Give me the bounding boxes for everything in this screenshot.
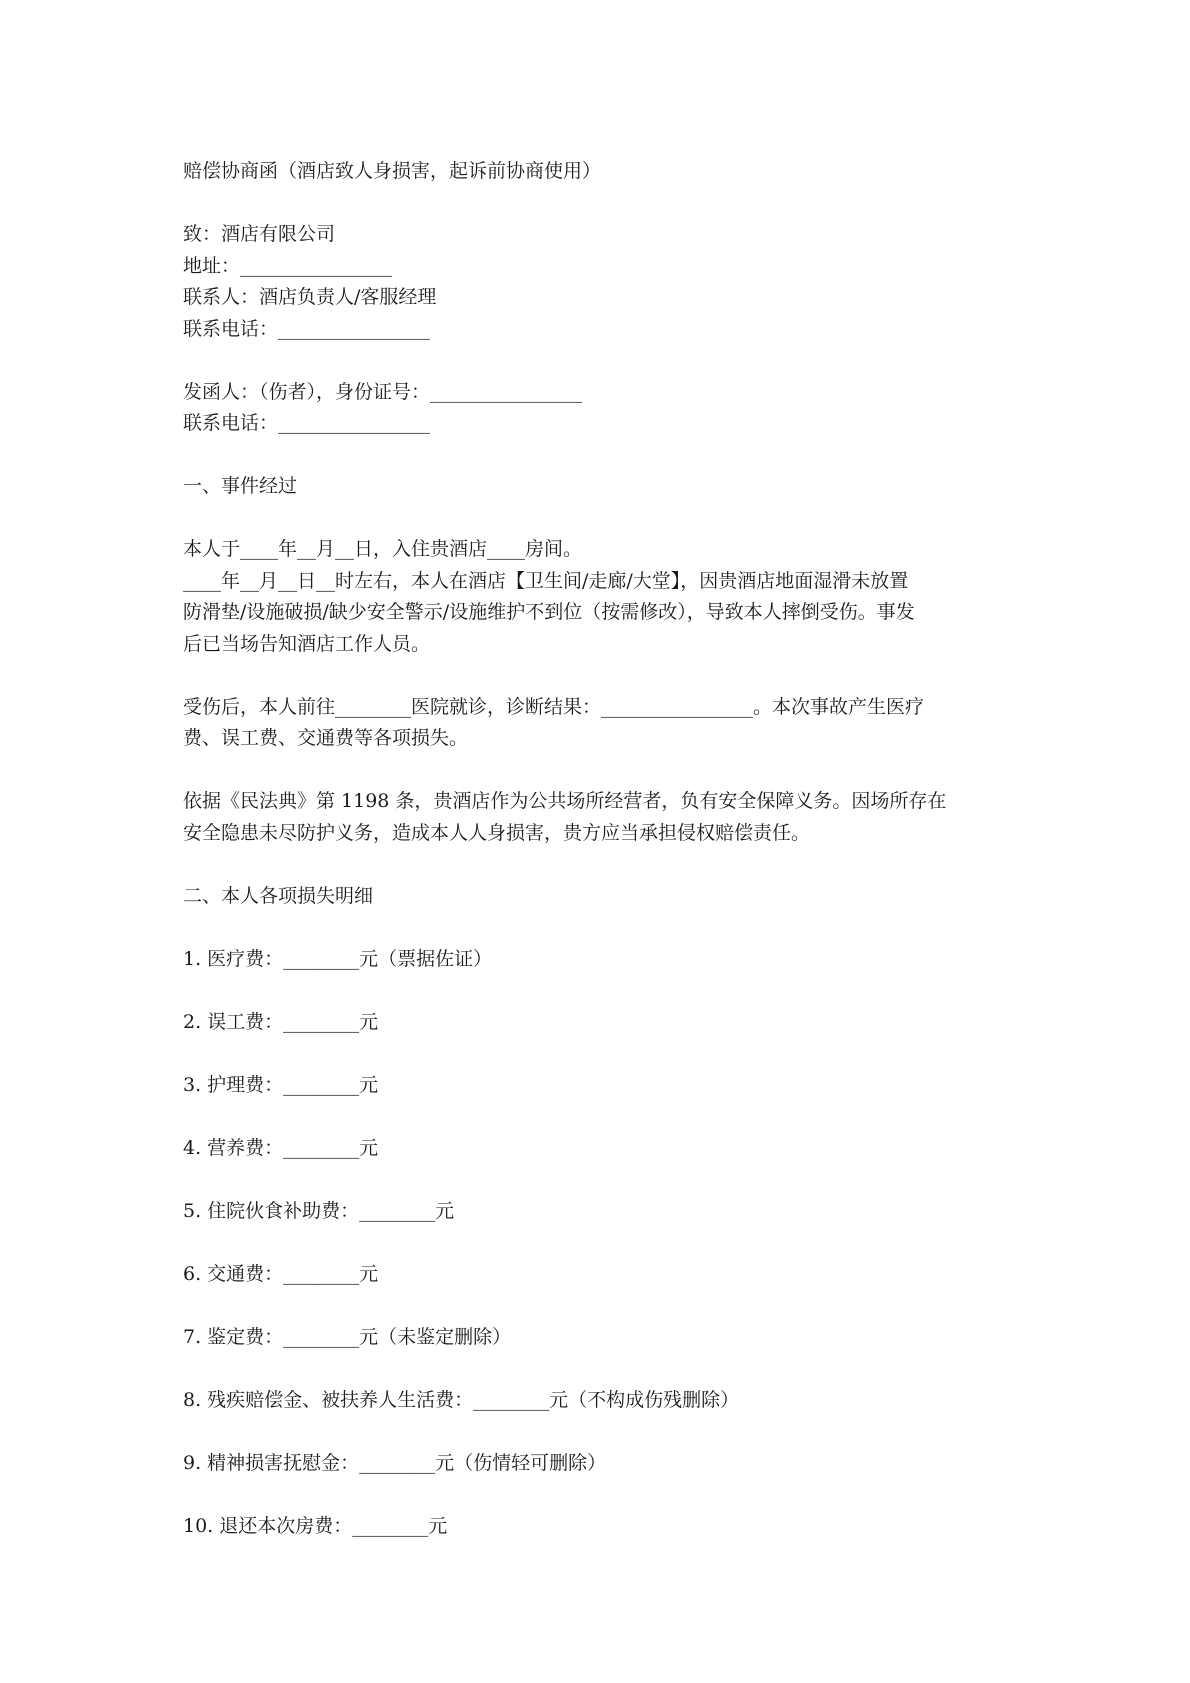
recipient-contact: 联系人：酒店负责人/客服经理 (183, 286, 437, 308)
recipient-phone: 联系电话：________________ (183, 317, 431, 340)
sender-phone: 联系电话：________________ (183, 412, 431, 434)
loss-item: 9. 精神损害抚慰金：________元（伤情轻可删除） (183, 1451, 607, 1474)
loss-item: 7. 鉴定费：________元（未鉴定删除） (183, 1325, 512, 1348)
sender-name-id: 发函人：（伤者），身份证号：________________ (183, 380, 583, 403)
event-paragraph-line: ____年__月__日__时左右，本人在酒店【卫生间/走廊/大堂】，因贵酒店地面湿滑未放置 (183, 569, 909, 592)
treatment-paragraph-line: 费、误工费、交通费等各项损失。 (183, 727, 469, 749)
loss-item: 4. 营养费：________元 (183, 1136, 379, 1159)
letter-title: 赔偿协商函（酒店致人身损害，起诉前协商使用） (183, 160, 602, 182)
event-paragraph-line: 防滑垫/设施破损/缺少安全警示/设施维护不到位（按需修改），导致本人摔倒受伤。事发 (183, 601, 915, 623)
event-paragraph-line: 后已当场告知酒店工作人员。 (183, 632, 431, 655)
event-paragraph-line: 本人于____年__月__日，入住贵酒店____房间。 (183, 538, 583, 560)
loss-item: 1. 医疗费：________元（票据佐证） (183, 947, 493, 970)
loss-item: 5. 住院伙食补助费：________元 (183, 1199, 455, 1222)
legal-basis-paragraph-line: 依据《民法典》第 1198 条，贵酒店作为公共场所经营者，负有安全保障义务。因场所存在 (183, 790, 947, 812)
loss-item: 6. 交通费：________元 (183, 1262, 379, 1285)
recipient-address: 地址：________________ (183, 254, 393, 277)
recipient-to: 致：酒店有限公司 (183, 223, 336, 245)
loss-item: 2. 误工费：________元 (183, 1010, 379, 1033)
loss-item: 8. 残疾赔偿金、被扶养人生活费：________元（不构成伤残删除） (183, 1388, 740, 1411)
section2-heading: 二、本人各项损失明细 (183, 884, 374, 907)
loss-item: 10. 退还本次房费：________元 (183, 1514, 448, 1537)
letter-page (183, 156, 1013, 1542)
section1-heading: 一、事件经过 (183, 475, 298, 497)
loss-item: 3. 护理费：________元 (183, 1073, 379, 1096)
treatment-paragraph-line: 受伤后，本人前往________医院就诊，诊断结果：________________。本次事故产生医疗 (183, 695, 925, 718)
legal-basis-paragraph-line: 安全隐患未尽防护义务，造成本人人身损害，贵方应当承担侵权赔偿责任。 (183, 821, 811, 844)
